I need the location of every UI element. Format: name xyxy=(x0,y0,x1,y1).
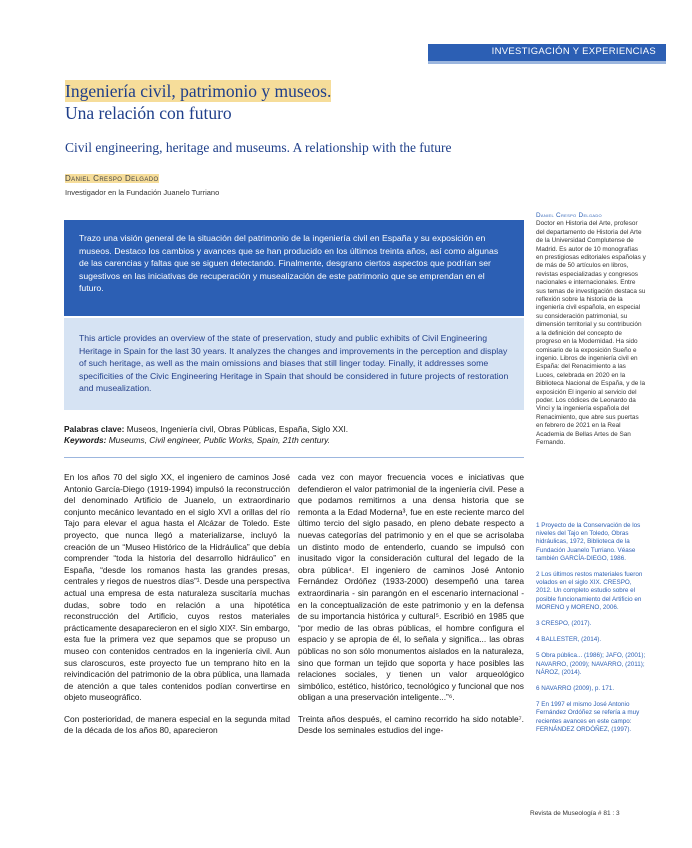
article-title xyxy=(65,80,331,124)
footnote: 7 En 1997 el mismo José Antonio Fernández Ordóñez se refería a muy recientes avances en este campo: FERNÁNDEZ ORDÓÑEZ, (1997). xyxy=(536,701,640,733)
author-affiliation: Investigador en la Fundación Juanelo Turriano xyxy=(65,188,220,197)
author-bio xyxy=(536,212,646,447)
footnote: 2 Los últimos restos materiales fueron volados en el siglo XIX. CRESPO, 2012. Un completo estudio sobre el posible funcionamiento del Artificio en MORENO y MORENO, 2006. xyxy=(536,571,643,611)
article-subtitle: Civil engineering, heritage and museums. A relationship with the future xyxy=(65,140,452,155)
footnote: 3 CRESPO, (2017). xyxy=(536,620,592,628)
footnotes xyxy=(536,522,646,742)
body-paragraph: En los años 70 del siglo XX, el ingeniero de caminos José Antonio García-Diego (1919-1994) impulsó la reconstrucción del denominado Artificio de Juanelo, un extraordinario conjunto mecánico levantado en el siglo XVI a orillas del río Tajo para elevar el agua hasta el Alcázar de Toledo. Este proyecto, que nunca llegó a materializarse, incluyó la creación de un “Museo Histórico de la Hidráulica” que debía comprender “toda la historia del desarrollo hidráulico” en España, “desde los romanos hasta las grandes presas, centrales y riegos de nuestros días”¹. Desde una perspectiva actual una empresa de esta naturaleza suscitaría muchas dudas, sobre todo en relación a una hipotética reconstrucción del Artificio, cuyos restos materiales prácticamente desaparecieron en el siglo XIX². Sin embargo, esta fue la primera vez que sepamos que se propuso un museo con contenidos centrados en la ingeniería civil. Aun sus claroscuros, este proyecto fue un temprano hito en la reivindicación del patrimonio de la obra pública, una llamada de atención a que tales contenidos podían convertirse en objeto museográfico. xyxy=(64,472,290,703)
abstract-english: This article provides an overview of the state of preservation, study and public exhibits of Civil Engineering Heritage in Spain for the last 30 years. It analyzes the changes and improvements in the perception and display of such heritage, as well as the main omissions and biases that still linger today. Finally, it addresses some specificities of the Civic Engineering Heritage in Spain that should be considered in future projects of restoration and musealization. xyxy=(64,318,524,410)
body-paragraph: Con posterioridad, de manera especial en la segunda mitad de la década de los años 80, aparecieron xyxy=(64,713,290,736)
title-line-2: Una relación con futuro xyxy=(65,103,232,123)
bio-text: Doctor en Historia del Arte, profesor del departamento de Historia del Arte de la Universidad Complutense de Madrid. Es autor de 10 monografías en prestigiosas editoriales españolas y de más de 50 artículos en libros, revistas especializadas y congresos nacionales e internacionales. Entre sus temas de investigación destaca su reflexión sobre la historia de la ingeniería civil española, en especial su consideración patrimonial, su dimensión territorial y su contribución a la definición del concepto de progreso en la Modernidad. Ha sido comisario de la exposición Sueño e ingenio. Libros de ingeniería civil en España: del Renacimiento a las Luces, celebrada en 2020 en la Biblioteca Nacional de España, y de la exposición El ingenio al servicio del poder. Los códices de Leonardo da Vinci y la ingeniería española del Renacimiento, que abre sus puertas en febrero de 2021 en la Real Academia de Bellas Artes de San Fernando. xyxy=(536,220,646,446)
keywords-en: Museums, Civil engineer, Public Works, Spain, 21th century. xyxy=(108,435,330,445)
page-footer: Revista de Museología # 81 : 3 xyxy=(530,810,620,817)
body-column-1 xyxy=(64,472,290,747)
keywords-en-label: Keywords: xyxy=(64,435,107,445)
section-label: INVESTIGACIÓN Y EXPERIENCIAS xyxy=(491,46,656,57)
footnote: 5 Obra pública... (1986); JAFO, (2001); NAVARRO, (2009); NAVARRO, (2011); NÁROZ, (2014). xyxy=(536,652,646,676)
author-name: Daniel Crespo Delgado xyxy=(65,174,159,183)
footnote: 6 NAVARRO (2009), p. 171. xyxy=(536,685,615,693)
abstract-spanish: Trazo una visión general de la situación del patrimonio de la ingeniería civil en España y su exposición en museos. Destaco los cambios y avances que se han producido en los últimos treinta años, así como algunas de las carencias y faltas que se siguen detectando. Finalmente, desgrano ciertos aspectos que podrían ser sugestivos en las iniciativas de recuperación y musealización de este patrimonio que se emprendan en el futuro. xyxy=(64,220,524,316)
body-column-2 xyxy=(298,472,524,747)
body-paragraph: cada vez con mayor frecuencia voces e iniciativas que defendieron el valor patrimonial de la ingeniería civil. Pese a que podamos remitirnos a una densa historia que se remonta a la Edad Moderna³, fue en este reciente marco del último tercio del siglo pasado, en pleno debate respecto a nuevas categorías del patrimonio y en el que se acrisolaba un distinto modo de entenderlo, cuando se impulsó con inusitado vigor la consideración cultural del legado de la obra pública⁴. El ingeniero de caminos José Antonio Fernández Ordóñez (1933-2000) desempeñó una tarea extraordinaria - sin parangón en el escenario internacional - en la conceptualización de este patrimonio y en la defensa de su importancia histórica y cultural⁵. Escribió en 1985 que “por medio de las obras públicas, el hombre configura el espacio y se apropia de él, lo señala y significa... las obras públicas no son sólo monumentos aislados en la naturaleza, sino que forman un tejido que soporta y hace posibles las relaciones sociales, y tienen un valor arqueológico simbólico, estético, histórico, tecnológico y funcional que nos obligan a una preservación inteligente...”⁶. xyxy=(298,472,524,703)
footnote: 1 Proyecto de la Conservación de los niveles del Tajo en Toledo, Obras hidráulicas, 1972, Biblioteca de la Fundación Juanelo Turriano. Véase también GARCÍA-DIEGO, 1986. xyxy=(536,522,641,562)
section-header-bar xyxy=(428,44,666,61)
keywords-es: Museos, Ingeniería civil, Obras Públicas, España, Siglo XXI. xyxy=(126,424,349,434)
keywords-es-label: Palabras clave: xyxy=(64,424,125,434)
keywords-block xyxy=(64,424,524,446)
body-paragraph: Treinta años después, el camino recorrido ha sido notable⁷. Desde los seminales estudios del inge- xyxy=(298,713,524,736)
bio-name: Daniel Crespo Delgado xyxy=(536,212,602,219)
keywords-divider xyxy=(64,457,524,458)
section-header-strip xyxy=(428,61,666,64)
title-line-1: Ingeniería civil, patrimonio y museos. xyxy=(65,81,332,101)
footnote: 4 BALLESTER, (2014). xyxy=(536,636,602,644)
